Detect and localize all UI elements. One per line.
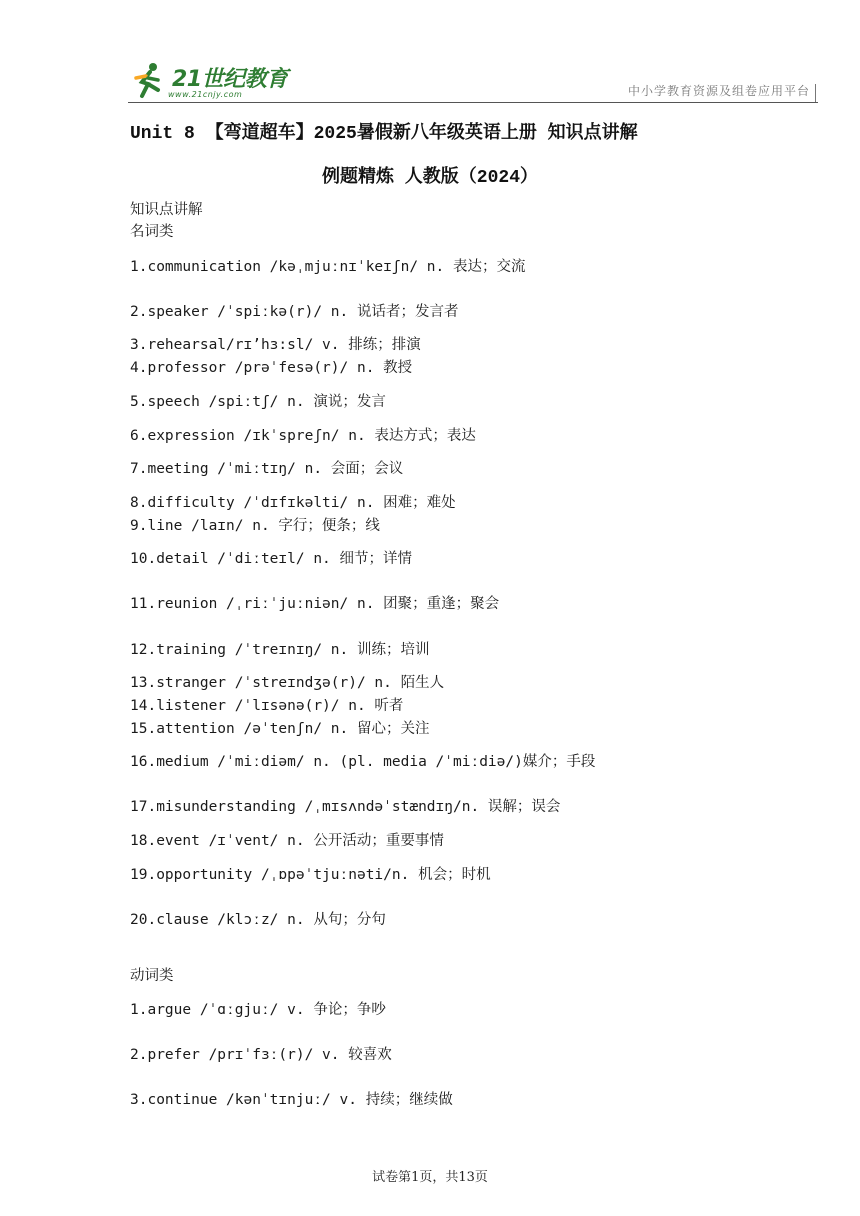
section-heading: 知识点讲解	[130, 202, 203, 218]
noun-item: 9.line /laɪn/ n. 字行；便条；线	[130, 518, 380, 534]
noun-item: 1.communication /kəˌmjuːnɪˈkeɪʃn/ n. 表达；交流	[130, 259, 526, 275]
page-footer: 试卷第1页，共13页	[372, 1170, 488, 1185]
noun-item: 6.expression /ɪkˈspreʃn/ n. 表达方式；表达	[130, 428, 476, 444]
logo-text: 21世纪教育	[172, 67, 288, 92]
verbs-heading: 动词类	[130, 968, 174, 984]
noun-item: 13.stranger /ˈstreɪndʒə(r)/ n. 陌生人	[130, 675, 445, 691]
header-divider	[815, 84, 816, 102]
noun-item: 20.clause /klɔːz/ n. 从句；分句	[130, 912, 386, 928]
platform-name: 中小学教育资源及组卷应用平台	[627, 84, 810, 98]
noun-item: 4.professor /prəˈfesə(r)/ n. 教授	[130, 360, 413, 376]
noun-item: 10.detail /ˈdiːteɪl/ n. 细节；详情	[130, 551, 413, 567]
noun-item: 5.speech /spiːtʃ/ n. 演说；发言	[130, 394, 386, 410]
noun-item: 16.medium /ˈmiːdiəm/ n. (pl. media /ˈmiːdiə/)媒介；手段	[130, 754, 596, 770]
noun-item: 7.meeting /ˈmiːtɪŋ/ n. 会面；会议	[130, 461, 404, 477]
verb-item: 2.prefer /prɪˈfɜː(r)/ v. 较喜欢	[130, 1047, 392, 1063]
verb-item: 3.continue /kənˈtɪnjuː/ v. 持续；继续做	[130, 1092, 453, 1108]
page-header	[128, 56, 818, 104]
noun-item: 18.event /ɪˈvent/ n. 公开活动；重要事情	[130, 833, 444, 849]
logo-url: www.21cnjy.com	[168, 90, 243, 99]
verb-item: 1.argue /ˈɑːgjuː/ v. 争论；争吵	[130, 1002, 386, 1018]
noun-item: 3.rehearsal/rɪ’hɜ:sl/ v. 排练；排演	[130, 337, 421, 353]
noun-item: 14.listener /ˈlɪsənə(r)/ n. 听者	[130, 698, 404, 714]
runner-icon	[128, 60, 168, 100]
noun-item: 15.attention /əˈtenʃn/ n. 留心；关注	[130, 721, 430, 737]
doc-title-line1: Unit 8 【弯道超车】2025暑假新八年级英语上册 知识点讲解	[130, 124, 638, 144]
noun-item: 2.speaker /ˈspiːkə(r)/ n. 说话者；发言者	[130, 304, 459, 320]
site-logo[interactable]	[128, 58, 298, 102]
noun-item: 8.difficulty /ˈdɪfɪkəlti/ n. 困难；难处	[130, 495, 456, 511]
nouns-heading: 名词类	[130, 224, 174, 240]
noun-item: 17.misunderstanding /ˌmɪsʌndəˈstændɪŋ/n. 误解；误会	[130, 799, 561, 815]
doc-title-line2: 例题精炼 人教版（2024）	[321, 168, 538, 188]
noun-item: 11.reunion /ˌriːˈjuːniən/ n. 团聚；重逢；聚会	[130, 596, 500, 612]
noun-item: 19.opportunity /ˌɒpəˈtjuːnəti/n. 机会；时机	[130, 867, 491, 883]
header-rule	[128, 102, 818, 103]
noun-item: 12.training /ˈtreɪnɪŋ/ n. 训练；培训	[130, 642, 430, 658]
